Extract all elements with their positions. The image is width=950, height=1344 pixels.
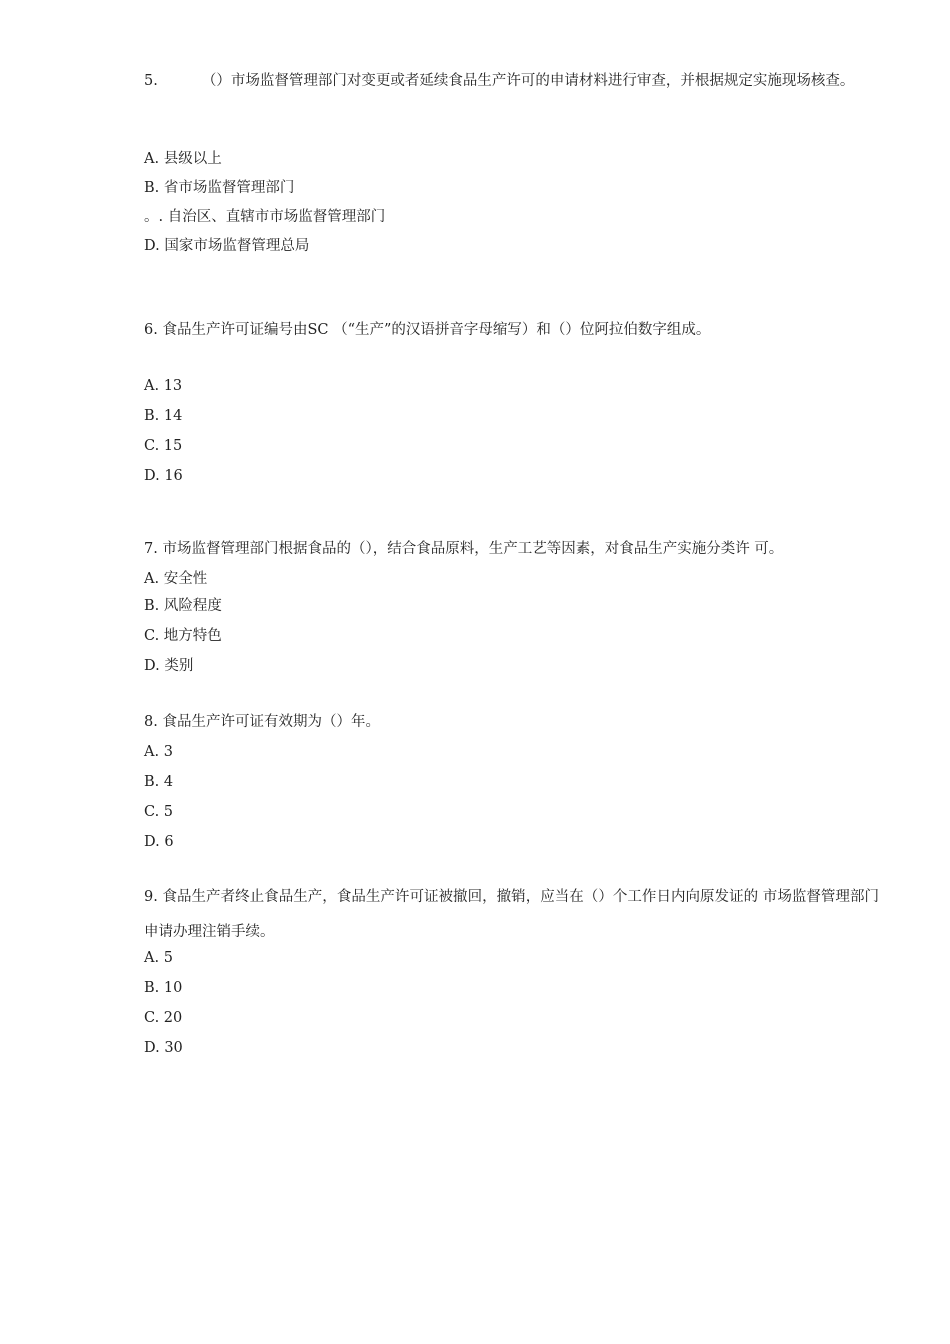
question-8-option-b: B. 4 <box>144 774 174 790</box>
question-8-stem: 8. 食品生产许可证有效期为（）年。 <box>144 714 380 730</box>
question-7-option-c: C. 地方特色 <box>144 628 222 644</box>
question-5-stem <box>144 64 879 99</box>
question-5-option-c: 。. 自治区、直辖市市场监督管理部门 <box>144 209 386 225</box>
question-7-option-d: D. 类别 <box>144 658 194 674</box>
question-9-option-b: B. 10 <box>144 980 183 996</box>
question-7-option-b: B. 风险程度 <box>144 598 222 614</box>
question-9-option-c: C. 20 <box>144 1010 183 1026</box>
question-8-option-c: C. 5 <box>144 804 174 820</box>
question-6-option-d: D. 16 <box>144 468 183 484</box>
question-6-option-b: B. 14 <box>144 408 183 424</box>
question-5-option-d: D. 国家市场监督管理总局 <box>144 238 310 254</box>
question-6-stem: 6. 食品生产许可证编号由SC （“生产”的汉语拼音字母缩写）和（）位阿拉伯数字组成。 <box>144 322 711 338</box>
question-9-stem: 9. 食品生产者终止食品生产，食品生产许可证被撤回，撤销，应当在（）个工作日内向原发证的 市场监督管理部门申请办理注销手续。 <box>144 889 879 940</box>
question-8-option-d: D. 6 <box>144 834 174 850</box>
question-9-option-a: A. 5 <box>144 950 173 966</box>
question-8-option-a: A. 3 <box>144 744 173 760</box>
question-9-option-d: D. 30 <box>144 1040 183 1056</box>
question-5-option-a: A. 县级以上 <box>144 151 222 167</box>
question-6-option-a: A. 13 <box>144 378 183 394</box>
question-7-stem: 7. 市场监督管理部门根据食品的（），结合食品原料，生产工艺等因素，对食品生产实施分类许 可。 <box>144 541 784 557</box>
question-5-option-b: B. 省市场监督管理部门 <box>144 180 295 196</box>
question-7-option-a: A. 安全性 <box>144 571 208 587</box>
question-5-text: （）市场监督管理部门对变更或者延续食品生产许可的申请材料进行审查，并根据规定实施现场核查。 <box>201 73 855 89</box>
question-6-option-c: C. 15 <box>144 438 183 454</box>
question-5-number: 5. <box>144 73 158 89</box>
